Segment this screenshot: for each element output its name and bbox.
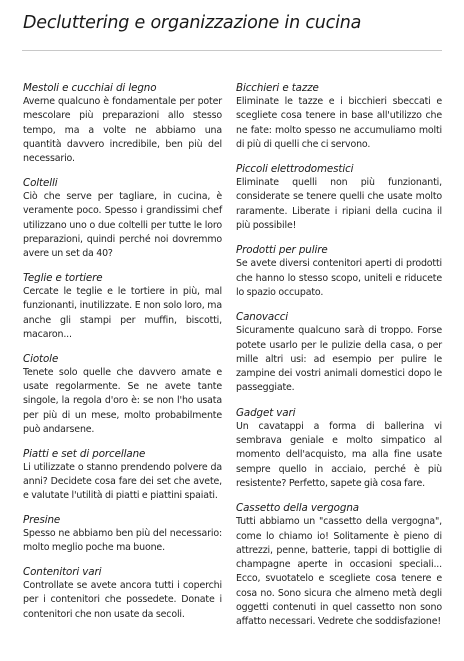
section-text: Cercate le teglie e le tortiere in più, mal funzionanti, inutilizzate. E non solo loro, ma anche gli stampi per muffin, biscotti, macaron... [23,285,222,340]
section-text: Se avete diversi contenitori aperti di prodotti che hanno lo stesso scopo, uniteli e riducete lo spazio occupato. [236,258,442,298]
section-text: Averne qualcuno è fondamentale per poter mescolare più preparazioni allo stesso tempo, ma a volte ne abbiamo una quantità davvero incredibile, ben più del necessario. [23,96,222,165]
section-heading: Piccoli elettrodomestici [236,163,354,176]
section-teglie [23,271,222,342]
section-heading: Teglie e tortiere [23,271,103,284]
section-elettrodomestici [236,162,442,233]
section-heading: Bicchieri e tazze [236,82,319,94]
section-heading: Canovacci [236,311,289,324]
section-heading: Piatti e set di porcellane [23,447,146,460]
section-text: Controllate se avete ancora tutti i coperchi per i contenitori che possedete. Donate i contenitori che non usate da secoli. [23,580,222,620]
section-heading: Gadget vari [236,406,296,419]
section-canovacci [236,310,442,395]
section-ciotole [23,352,222,437]
section-piatti [23,447,222,504]
section-prodotti [236,243,442,300]
section-text: Sicuramente qualcuno sarà di troppo. Forse potete usarlo per le pulizie della casa, o per mille altri usi: ad esempio per pulire le zampine dei vostri animali domestici dopo le passeggiate. [236,325,442,394]
section-text: Tenete solo quelle che davvero amate e usate regolarmente. Se ne avete tante singole, la regola d'oro è: se non l'ho usata per più di un mese, molto probabilmente può andarsene. [23,366,222,435]
left-column [23,81,222,632]
section-text: Ciò che serve per tagliare, in cucina, è veramente poco. Spesso i grandissimi chef utilizzano uno o due coltelli per tutte le loro preparazioni, quindi perché noi dovremmo avere un set da 40? [23,190,222,260]
section-bicchieri [236,81,442,152]
section-text: Eliminate le tazze e i bicchieri sbeccati e scegliete cosa tenere in base all'utilizzo che ne fate: molto spesso ne accumuliamo molti di più di quelli che ci servono. [236,96,442,150]
section-heading: Presine [23,514,61,527]
section-presine [23,513,222,556]
right-column [236,81,442,640]
section-coltelli [23,176,222,261]
section-heading: Prodotti per pulire [236,244,328,257]
section-contenitori [23,565,222,622]
section-cassetto [236,501,442,629]
section-text: Un cavatappi a forma di ballerina vi sembrava geniale e molto simpatico al momento dell'acquisto, ma alla fine usate sempre quello in acciaio, perché è più resistente? Perfetto, sapete già cosa fare. [236,420,442,489]
section-heading: Mestoli e cucchiai di legno [23,82,157,94]
section-heading: Cassetto della vergogna [236,502,359,515]
page-title: Decluttering e organizzazione in cucina [23,13,362,33]
section-heading: Ciotole [23,352,59,365]
section-gadget [236,406,442,491]
section-heading: Coltelli [23,176,58,189]
section-text: Li utilizzate o stanno prendendo polvere da anni? Decidete cosa fare dei set che avete, e valutate l'utilità di piatti e piattini spaiati. [23,461,222,502]
section-text: Spesso ne abbiamo ben più del necessario: molto meglio poche ma buone. [23,528,222,554]
section-mestoli [23,81,222,166]
section-text: Tutti abbiamo un "cassetto della vergogna", come lo chiamo io! Solitamente è pieno di attrezzi, penne, batterie, tappi di bottiglie di champagne aperte in occasioni speciali... Ecco, svuotatelo e scegliete cosa tenere e cosa no. Sono sicura che almeno metà degli oggetti contenuti in quel cassetto non sono affatto necessari. Vedrete che soddisfazione! [236,516,442,628]
section-text: Eliminate quelli non più funzionanti, considerate se tenere quelli che usate molto raramente. Liberate i ripiani della cucina il più possibile! [236,177,442,232]
section-heading: Contenitori vari [23,566,102,579]
title-divider [22,50,442,51]
